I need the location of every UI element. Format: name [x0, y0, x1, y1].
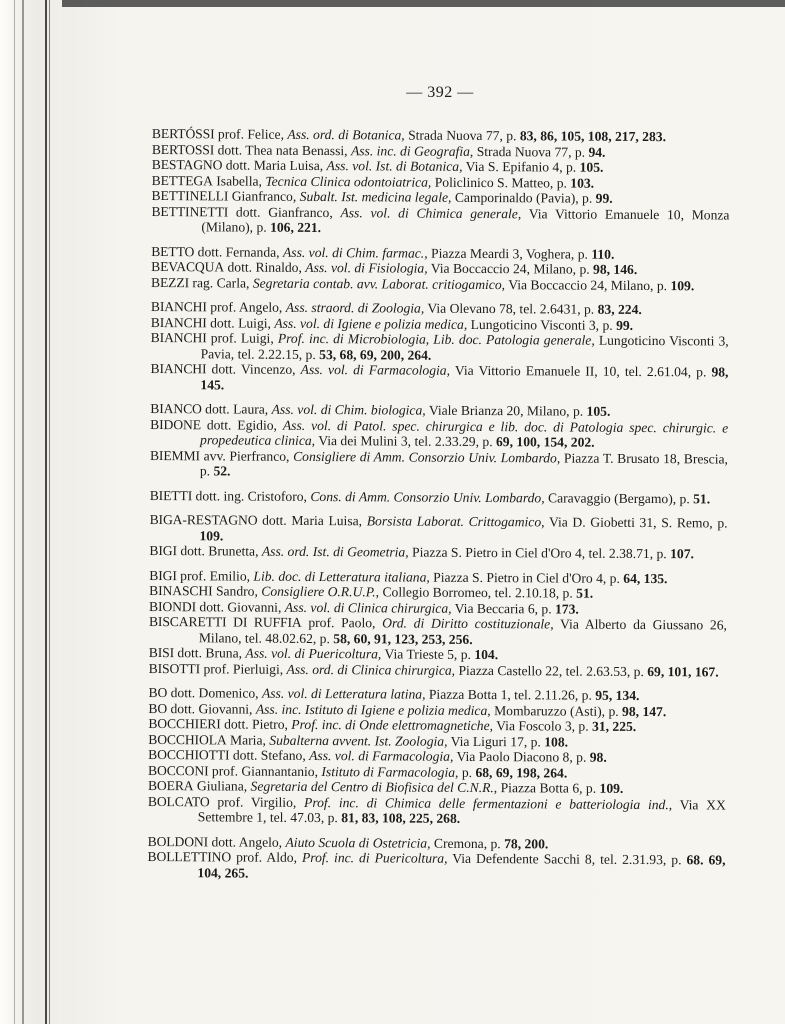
entry-pages: 109. — [599, 780, 624, 796]
entry-surname: BIGA-RESTAGNO — [149, 511, 258, 528]
entry-surname: BOCCHIERI — [148, 715, 221, 732]
entry-text: Via S. Epifanio 4, p. — [462, 158, 580, 175]
entry-pages: 99. — [595, 190, 613, 206]
entry-surname: BIETTI — [149, 487, 193, 503]
index-entry — [150, 487, 728, 506]
entry-text: dott. Pietro, — [220, 716, 292, 732]
entry-text: p. — [458, 764, 476, 780]
entry-text: prof. Aldo, — [231, 849, 303, 865]
entry-text: Via Foscolo 3, p. — [493, 718, 593, 734]
entry-surname: BETTINETTI — [151, 203, 229, 219]
entry-text: Via Liguri 17, p. — [447, 733, 545, 749]
entry-text: dott. Luigi, — [206, 314, 275, 331]
entry-text: Via Boccaccio 24, Milano, p. — [427, 260, 594, 277]
entry-role: Consigliere O.R.U.P., — [261, 583, 380, 600]
entry-text: dott. Egidio, — [200, 416, 283, 433]
entry-role: Ass. vol. di Chimica generale, — [340, 204, 522, 221]
entry-role: Subalterna avvent. Ist. Zoologia, — [269, 732, 448, 749]
entry-text: avv. Pierfranco, — [199, 447, 294, 464]
entry-role: Ass. vol. di Farmacologia, — [309, 747, 454, 764]
entry-text: Via Vittorio Emanuele II, 10, tel. 2.61.04, p. — [449, 362, 712, 380]
scan-top-edge — [62, 0, 785, 7]
entry-surname: BIANCHI — [150, 314, 207, 330]
entry-text: Cremona, p. — [430, 835, 505, 851]
entry-pages: 98, 147. — [622, 703, 667, 719]
entry-pages: 104. — [474, 646, 499, 663]
index-entry — [147, 849, 725, 884]
entry-pages: 81, 83, 108, 225, 268. — [341, 810, 461, 826]
entry-role: Ass. vol. di Farmacologia, — [300, 361, 451, 378]
entry-pages: 83, 86, 105, 108, 217, 283. — [519, 128, 667, 145]
entry-text: Via Paolo Diacono 8, p. — [453, 748, 590, 765]
entry-role: Prof. inc. di Onde elettromagnetiche, — [291, 716, 494, 734]
entry-pages: 98, 145. — [200, 364, 729, 392]
entry-role: Subalt. Ist. medicina legale, — [299, 188, 452, 205]
index-entry — [148, 793, 726, 828]
entry-role: Ass. vol. di Chim. biologica, — [271, 401, 426, 418]
entry-surname: BIANCHI — [150, 329, 207, 346]
entry-text: dott. Bruna, — [174, 645, 246, 661]
entry-text: Policlinico S. Matteo, p. — [431, 174, 571, 191]
entry-role: Consigliere di Amm. Consorzio Univ. Lombardo, — [293, 448, 561, 466]
entry-role: Cons. di Amm. Consorzio Univ. Lombardo, — [310, 488, 545, 505]
entry-surname: BIONDI — [149, 598, 197, 614]
entry-pages: 107. — [670, 546, 694, 562]
binding-shadow-line — [45, 0, 47, 1024]
index-entry — [150, 361, 728, 396]
entry-role: Tecnica Clinica odontoiatrica, — [265, 173, 432, 190]
entry-surname: BETTEGA — [151, 172, 213, 188]
entry-pages: 98. — [589, 749, 607, 765]
entry-surname: BETTINELLI — [151, 187, 229, 204]
entry-pages: 69, 101, 167. — [647, 663, 719, 679]
entry-surname: BIDONE — [150, 416, 201, 432]
entry-role: Aiuto Scuola di Ostetricia, — [285, 834, 431, 851]
entry-pages: 51. — [693, 490, 711, 506]
entry-role: Ord. di Diritto costituzionale, — [382, 615, 554, 632]
entry-text: Maria, — [226, 731, 270, 748]
entry-role: Prof. inc. di Microbiologia, Lib. doc. Patologia generale, — [277, 330, 595, 348]
entry-text: dott. Gianfranco, — [228, 203, 341, 220]
entry-text: dott. Maria Luisa, — [257, 512, 367, 529]
entry-surname: BO — [148, 700, 168, 716]
index-entry — [150, 416, 728, 451]
entry-role: Ass. vol. di Puericoltura, — [245, 645, 382, 662]
entry-text: dott. Domenico, — [167, 685, 263, 701]
entry-role: Borsista Laborat. Crittogamico, — [366, 513, 545, 530]
entry-text: Via Beccaria 6, p. — [451, 600, 556, 616]
entry-surname: BOLCATO — [147, 793, 210, 809]
entry-text: Piazza Castello 22, tel. 2.63.53, p. — [455, 662, 648, 679]
entry-text: dott. Brunetta, — [176, 543, 262, 559]
entry-surname: BIANCHI — [150, 298, 207, 315]
entry-text: Piazza S. Pietro in Ciel d'Oro 4, p. — [429, 569, 624, 586]
entry-role: Prof. inc. di Puericoltura, — [301, 849, 448, 866]
entry-pages: 173. — [554, 600, 579, 617]
entry-role: Prof. inc. di Chimica delle fermentazioni e batteriologia ind., — [304, 794, 673, 812]
entry-text: Via dei Mulini 3, tel. 2.33.29, p. — [315, 433, 497, 450]
entry-role: Ass. vol. di Fisiologia, — [305, 259, 428, 276]
entry-pages: 98, 146. — [593, 261, 638, 277]
entry-surname: BOCCHIOLA — [148, 731, 227, 747]
entry-role: Ass. vol. Ist. di Botanica, — [326, 158, 463, 174]
entry-text: Isabella, — [212, 172, 266, 189]
entry-text: Mombaruzzo (Asti), p. — [490, 702, 623, 719]
entry-surname: BEZZI — [151, 274, 190, 290]
entry-role: Ass. vol. di Clinica chirurgica, — [284, 599, 452, 616]
entry-text: Piazza Meardi 3, Voghera, p. — [427, 245, 592, 262]
entry-text: Via Defendente Sacchi 8, tel. 2.31.93, p. — [447, 850, 687, 868]
entry-text: Via XX Settembre 1, tel. 47.03, p. — [197, 796, 726, 826]
entry-text: Caravaggio (Bergamo), p. — [544, 489, 694, 506]
entry-text: Piazza S. Pietro in Ciel d'Oro 4, tel. 2.38.71, p. — [408, 544, 671, 562]
entry-pages: 68. 69, 104, 265. — [197, 852, 726, 881]
entry-surname: BOCCONI — [148, 762, 209, 778]
binding-shadow-line — [14, 0, 15, 1024]
entry-role: Lib. doc. di Letteratura italiana, — [253, 568, 430, 585]
entry-pages: 69, 100, 154, 202. — [495, 434, 595, 450]
book-binding-edge — [0, 0, 62, 1024]
entry-text: prof. Pierluigi, — [200, 660, 287, 677]
entry-pages: 58, 60, 91, 123, 253, 256. — [333, 630, 473, 647]
entry-surname: BOERA — [147, 777, 194, 794]
entry-pages: 94. — [588, 144, 606, 160]
entry-surname: BETTO — [151, 243, 195, 259]
entry-text: dott. Thea nata Benassi, — [214, 141, 352, 158]
entry-text: Strada Nuova 77, p. — [404, 127, 520, 144]
entry-text: prof. Giannantanio, — [208, 762, 322, 779]
entry-pages: 83, 224. — [597, 301, 642, 317]
entry-text: Giuliana, — [193, 778, 251, 794]
entry-text: dott. Angelo, — [208, 833, 286, 850]
entry-text: Strada Nuova 77, p. — [473, 143, 589, 160]
index-entry — [149, 543, 727, 562]
page-number: — 392 — — [406, 84, 474, 101]
entry-role: Ass. vol. di Letteratura latina, — [261, 685, 426, 702]
entry-text: Via Alberto da Giussano 26, Milano, tel. 48.02.62, p. — [198, 616, 727, 646]
entry-text: Viale Brianza 20, Milano, p. — [425, 402, 587, 419]
entry-pages: 106, 221. — [270, 219, 322, 236]
entry-text: dott. Vincenzo, — [206, 361, 301, 377]
entry-surname: BINASCHI — [149, 582, 213, 599]
entry-role: Ass. inc. di Geografia, — [350, 142, 474, 159]
index-entry — [149, 512, 727, 547]
entry-pages: 78, 200. — [504, 835, 549, 851]
entry-role: Ass. ord. di Botanica, — [287, 126, 405, 143]
entry-surname: BIGI — [149, 567, 177, 583]
entry-pages: 31, 225. — [591, 718, 637, 734]
entry-text: prof. Virgilio, — [209, 793, 305, 810]
entry-role: Segretaria del Centro di Biofisica del C.N.R., — [250, 778, 498, 796]
entry-pages: 64, 135. — [623, 570, 668, 586]
entry-role: Ass. ord. di Clinica chirurgica, — [286, 661, 456, 678]
entry-surname: BERTOSSI — [151, 141, 215, 157]
entry-text: prof. Angelo, — [206, 299, 286, 315]
index-entry — [150, 447, 728, 482]
entry-surname: BIGI — [149, 542, 177, 559]
entry-pages: 51. — [576, 585, 594, 601]
entry-surname: BO — [148, 684, 168, 701]
entry-text: prof. Paolo, — [301, 614, 383, 631]
entry-pages: 52. — [213, 463, 231, 479]
entry-text: dott. Maria Luisa, — [222, 157, 327, 174]
entry-text: Piazza Botta 1, tel. 2.11.26, p. — [425, 686, 596, 703]
entry-surname: BERTÓSSI — [151, 126, 215, 142]
entry-pages: 53, 68, 69, 200, 264. — [319, 346, 432, 363]
entry-text: Via Trieste 5, p. — [381, 646, 475, 662]
entry-surname: BISCARETTI DI RUFFIA — [148, 613, 302, 630]
index-entry — [149, 660, 727, 679]
entry-pages: 105. — [586, 403, 611, 419]
entry-text: Via Olevano 78, tel. 2.6431, p. — [424, 300, 598, 317]
entry-text: dott. Laura, — [201, 401, 272, 417]
entry-surname: BIANCO — [150, 400, 202, 417]
entry-surname: BOCCHIOTTI — [148, 746, 230, 763]
entry-text: Piazza T. Brusato 18, Brescia, p. — [199, 450, 729, 479]
entry-pages: 95, 134. — [595, 687, 640, 703]
binding-shadow-line — [22, 0, 24, 1024]
entry-text: Via Vittorio Emanuele 10, Monza (Milano), p. — [201, 205, 730, 235]
entry-surname: BIANCHI — [150, 360, 207, 377]
entry-role: Ass. ord. Ist. di Geometria, — [261, 543, 409, 560]
index-entry-list — [147, 126, 730, 884]
entry-text: prof. Felice, — [214, 126, 288, 142]
index-entry — [151, 330, 729, 365]
entry-text: dott. Giovanni, — [167, 700, 256, 717]
entry-text: dott. Rinaldo, — [224, 259, 306, 275]
entry-role: Ass. vol. di Chim. farmac., — [282, 244, 428, 261]
entry-surname: BOLLETTINO — [147, 848, 232, 865]
entry-text: dott. Giovanni, — [196, 598, 285, 615]
entry-pages: 109. — [199, 527, 224, 543]
entry-text: prof. Emilio, — [176, 567, 254, 584]
entry-surname: BIEMMI — [149, 447, 201, 463]
entry-role: Ass. straord. di Zoologia, — [285, 299, 425, 316]
entry-pages: 109. — [670, 277, 695, 293]
entry-text: dott. Fernanda, — [194, 243, 284, 260]
entry-pages: 108. — [544, 733, 569, 750]
entry-text: Lungoticino Visconti 3, p. — [467, 316, 617, 333]
entry-surname: BISI — [148, 644, 175, 661]
entry-text: Via D. Giobetti 31, S. Remo, p. — [544, 514, 728, 531]
entry-pages: 103. — [570, 175, 595, 191]
entry-role: Segretaria contab. avv. Laborat. critiogamico, — [252, 275, 506, 292]
index-entry — [151, 203, 729, 238]
binding-shadow-line — [49, 0, 50, 1024]
entry-role: Ass. vol. di Patol. spec. chirurgica e lib. doc. di Patologia spec. chirurgic. e propedeutica clinica, — [200, 417, 729, 449]
entry-role: Ass. inc. Istituto di Igiene e polizia medica, — [255, 701, 491, 718]
entry-surname: BESTAGNO — [151, 156, 223, 173]
entry-pages: 68, 69, 198, 264. — [475, 764, 568, 781]
entry-text: Gianfranco, — [228, 188, 300, 204]
entry-text: Piazza Botta 6, p. — [497, 780, 600, 796]
entry-surname: BEVACQUA — [151, 258, 225, 275]
entry-text: Collegio Borromeo, tel. 2.10.18, p. — [379, 584, 577, 601]
entry-text: prof. Luigi, — [206, 330, 278, 346]
entry-pages: 110. — [591, 246, 615, 262]
entry-surname: BISOTTI — [148, 660, 201, 676]
entry-text: dott. Stefano, — [229, 747, 310, 763]
index-entry — [149, 614, 727, 649]
entry-text: Lungoticino Visconti 3, Pavia, tel. 2.22.15, p. — [200, 332, 729, 362]
entry-pages: 105. — [579, 159, 604, 175]
entry-role: Istituto di Farmacologia, — [321, 763, 459, 780]
entry-text: Via Boccaccio 24, Milano, p. — [505, 276, 671, 293]
index-entry — [151, 274, 729, 293]
entry-text: dott. ing. Cristoforo, — [192, 487, 311, 504]
entry-pages: 99. — [616, 317, 634, 333]
entry-text: rag. Carla, — [189, 274, 253, 291]
entry-text: Camporinaldo (Pavia), p. — [451, 189, 596, 206]
entry-role: Ass. vol. di Igiene e polizia medica, — [274, 315, 468, 332]
entry-text: Sandro, — [212, 583, 262, 599]
entry-surname: BOLDONI — [147, 833, 209, 849]
